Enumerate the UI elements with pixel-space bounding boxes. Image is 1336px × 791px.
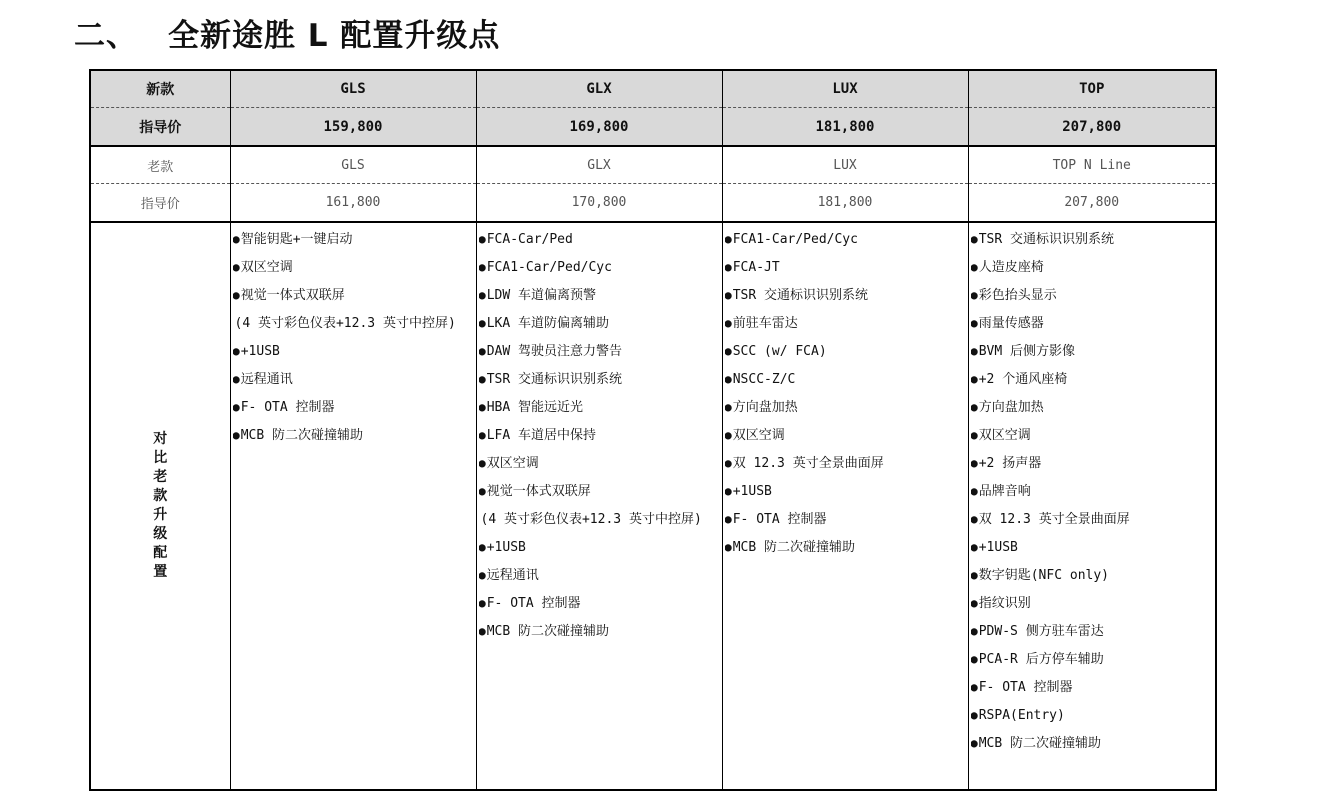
feature-item: ● F- OTA 控制器	[233, 397, 476, 425]
feature-item: ● 远程通讯	[233, 369, 476, 397]
old-price-cell: 181,800	[722, 184, 968, 223]
old-price-cell: 161,800	[230, 184, 476, 223]
new-trim-cell: TOP	[968, 70, 1216, 108]
feature-item: (4 英寸彩色仪表+12.3 英寸中控屏)	[234, 316, 456, 331]
old-trim-cell: LUX	[722, 146, 968, 184]
feature-item: ● 前驻车雷达	[725, 313, 968, 341]
new-price-label: 指导价	[90, 108, 230, 147]
feature-item: ● FCA-JT	[725, 257, 968, 285]
feature-item: ● 视觉一体式双联屏	[233, 285, 476, 313]
feature-item: ● MCB 防二次碰撞辅助	[233, 425, 476, 453]
feature-item: ● +2 扬声器	[971, 453, 1216, 481]
feature-item: ● +1USB	[233, 341, 476, 369]
feature-item: ● TSR 交通标识识别系统	[479, 369, 722, 397]
feature-item: ● 方向盘加热	[725, 397, 968, 425]
feature-item: ● 彩色抬头显示	[971, 285, 1216, 313]
new-price-cell: 169,800	[476, 108, 722, 147]
compare-label-cell	[90, 222, 230, 790]
feature-item: ● 视觉一体式双联屏	[479, 481, 722, 509]
feature-item: ● MCB 防二次碰撞辅助	[725, 537, 968, 565]
feature-item: ● F- OTA 控制器	[725, 509, 968, 537]
feature-list	[969, 229, 1216, 761]
section-number: 二、	[74, 18, 138, 54]
new-price-row	[90, 108, 1216, 147]
feature-item: ● 智能钥匙+一键启动	[233, 229, 476, 257]
feature-item: ● DAW 驾驶员注意力警告	[479, 341, 722, 369]
feature-item: ● HBA 智能远近光	[479, 397, 722, 425]
new-trim-cell: GLX	[476, 70, 722, 108]
config-comparison-table	[89, 69, 1217, 791]
feature-item: ● LFA 车道居中保持	[479, 425, 722, 453]
feature-item: ● RSPA(Entry)	[971, 705, 1216, 733]
feature-item: ● F- OTA 控制器	[479, 593, 722, 621]
old-model-label: 老款	[90, 146, 230, 184]
old-price-cell: 207,800	[968, 184, 1216, 223]
feature-item: ● 双 12.3 英寸全景曲面屏	[725, 453, 968, 481]
feature-item: ● +1USB	[479, 537, 722, 565]
old-trim-cell: GLS	[230, 146, 476, 184]
feature-row	[90, 222, 1216, 790]
feature-cell-lux	[722, 222, 968, 790]
feature-item: ● 数字钥匙(NFC only)	[971, 565, 1216, 593]
feature-item: ● 方向盘加热	[971, 397, 1216, 425]
feature-item: ● 品牌音响	[971, 481, 1216, 509]
feature-item: ● 人造皮座椅	[971, 257, 1216, 285]
feature-item: ● 双区空调	[971, 425, 1216, 453]
feature-cell-gls	[230, 222, 476, 790]
feature-item: ● FCA-Car/Ped	[479, 229, 722, 257]
feature-item: ● 双区空调	[479, 453, 722, 481]
old-model-row	[90, 146, 1216, 184]
feature-item: ● PDW-S 侧方驻车雷达	[971, 621, 1216, 649]
feature-item: ● LDW 车道偏离预警	[479, 285, 722, 313]
feature-cell-glx	[476, 222, 722, 790]
new-price-cell: 159,800	[230, 108, 476, 147]
feature-item: (4 英寸彩色仪表+12.3 英寸中控屏)	[480, 512, 702, 527]
new-trim-cell: LUX	[722, 70, 968, 108]
feature-item: ● 远程通讯	[479, 565, 722, 593]
feature-item: ● 雨量传感器	[971, 313, 1216, 341]
feature-item: ● FCA1-Car/Ped/Cyc	[479, 257, 722, 285]
old-price-label: 指导价	[90, 184, 230, 223]
feature-item: ● 指纹识别	[971, 593, 1216, 621]
feature-item: ● NSCC-Z/C	[725, 369, 968, 397]
new-price-cell: 207,800	[968, 108, 1216, 147]
old-trim-cell: GLX	[476, 146, 722, 184]
feature-list	[231, 229, 476, 453]
feature-item: ● SCC (w/ FCA)	[725, 341, 968, 369]
feature-item: ● +1USB	[971, 537, 1216, 565]
old-price-cell: 170,800	[476, 184, 722, 223]
old-price-row	[90, 184, 1216, 223]
new-price-cell: 181,800	[722, 108, 968, 147]
feature-item: ● +2 个通风座椅	[971, 369, 1216, 397]
feature-item: ● MCB 防二次碰撞辅助	[971, 733, 1216, 761]
feature-item: ● FCA1-Car/Ped/Cyc	[725, 229, 968, 257]
feature-item: ● PCA-R 后方停车辅助	[971, 649, 1216, 677]
feature-item: ● TSR 交通标识识别系统	[725, 285, 968, 313]
feature-item: ● LKA 车道防偏离辅助	[479, 313, 722, 341]
new-model-row	[90, 70, 1216, 108]
new-model-label: 新款	[90, 70, 230, 108]
feature-item: ● 双区空调	[725, 425, 968, 453]
feature-list	[477, 229, 722, 649]
compare-label: 对比老款升级配置	[153, 431, 168, 580]
page-title	[74, 10, 500, 55]
feature-item: ● MCB 防二次碰撞辅助	[479, 621, 722, 649]
feature-item: ● +1USB	[725, 481, 968, 509]
feature-item: ● TSR 交通标识识别系统	[971, 229, 1216, 257]
feature-item: ● F- OTA 控制器	[971, 677, 1216, 705]
old-trim-cell: TOP N Line	[968, 146, 1216, 184]
new-trim-cell: GLS	[230, 70, 476, 108]
feature-item: ● 双区空调	[233, 257, 476, 285]
section-heading: 全新途胜 L 配置升级点	[168, 18, 501, 54]
feature-cell-top	[968, 222, 1216, 790]
feature-list	[723, 229, 968, 565]
feature-item: ● BVM 后侧方影像	[971, 341, 1216, 369]
feature-item: ● 双 12.3 英寸全景曲面屏	[971, 509, 1216, 537]
